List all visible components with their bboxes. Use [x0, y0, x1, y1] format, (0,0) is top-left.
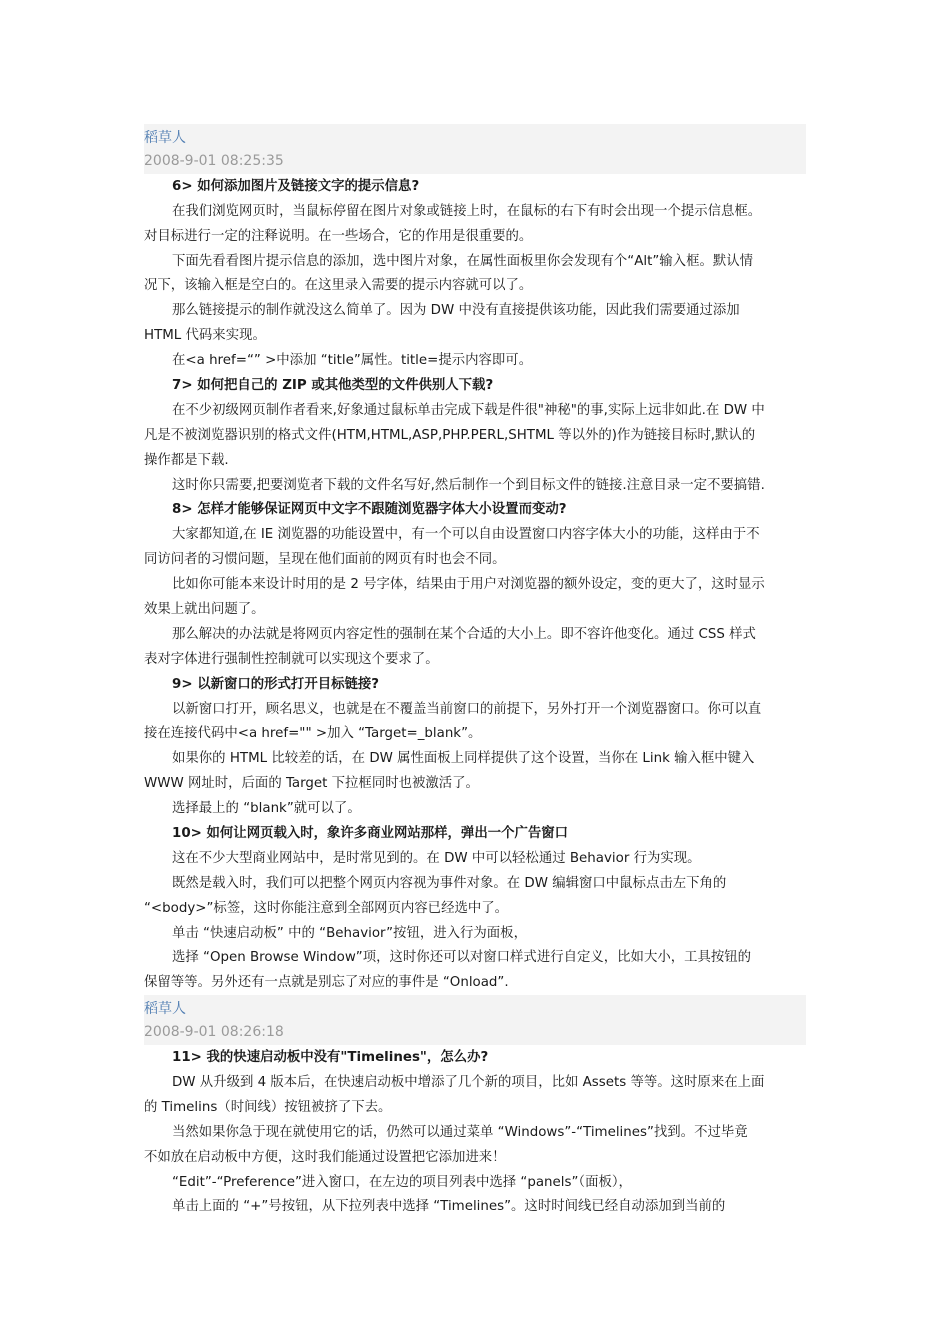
- paragraph-line: 选择 “Open Browse Window”项，这时你还可以对窗口样式进行自定义，比如大小，工具按钮的: [172, 950, 752, 965]
- post-header: [144, 995, 806, 1045]
- question-heading: 10> 如何让网页载入时，象许多商业网站那样，弹出一个广告窗口: [172, 826, 569, 841]
- paragraph-line: 接在连接代码中<a href="" >加入 “Target=_blank”。: [144, 726, 482, 741]
- paragraph-line: 对目标进行一定的注释说明。在一些场合，它的作用是很重要的。: [144, 229, 533, 244]
- post-timestamp: 2008-9-01 08:26:18: [144, 1024, 284, 1040]
- question-heading: 9> 以新窗口的形式打开目标链接?: [172, 677, 380, 692]
- paragraph-line: 比如你可能本来设计时用的是 2 号字体，结果由于用户对浏览器的额外设定，变的更大了，这时显示: [172, 577, 765, 592]
- post-author[interactable]: 稻草人: [144, 130, 186, 146]
- paragraph-line: 这时你只需要,把要浏览者下载的文件名写好,然后制作一个到目标文件的链接.注意目录一定不要搞错.: [172, 478, 765, 493]
- paragraph-line: HTML 代码来实现。: [144, 328, 266, 343]
- paragraph-line: 如果你的 HTML 比较差的话，在 DW 属性面板上同样提供了这个设置，当你在 Link 输入框中键入: [172, 751, 755, 766]
- paragraph-line: 这在不少大型商业网站中，是时常见到的。在 DW 中可以轻松通过 Behavior 行为实现。: [172, 851, 701, 866]
- question-heading: 7> 如何把自己的 ZIP 或其他类型的文件供别人下载?: [172, 378, 494, 393]
- post-header: [144, 124, 806, 174]
- paragraph-line: DW 从升级到 4 版本后，在快速启动板中增添了几个新的项目，比如 Assets 等等。这时原来在上面: [172, 1075, 765, 1090]
- paragraph-line: WWW 网址时，后面的 Target 下拉框同时也被激活了。: [144, 776, 479, 791]
- paragraph-line: 同访问者的习惯问题，呈现在他们面前的网页有时也会不同。: [144, 552, 506, 567]
- paragraph-line: “Edit”-“Preference”进入窗口，在左边的项目列表中选择 “panels”（面板），: [172, 1175, 632, 1190]
- paragraph-line: 那么解决的办法就是将网页内容定性的强制在某个合适的大小上。即不容许他变化。通过 CSS 样式: [172, 627, 756, 642]
- paragraph-line: 况下，该输入框是空白的。在这里录入需要的提示内容就可以了。: [144, 278, 533, 293]
- paragraph-line: 操作都是下载.: [144, 453, 229, 468]
- question-heading: 11> 我的快速启动板中没有"Timelines"，怎么办?: [172, 1050, 489, 1065]
- paragraph-line: “<body>”标签，这时你能注意到全部网页内容已经选中了。: [144, 901, 509, 916]
- paragraph-line: 下面先看看图片提示信息的添加，选中图片对象，在属性面板里你会发现有个“Alt”输入框。默认情: [172, 254, 754, 269]
- paragraph-line: 大家都知道,在 IE 浏览器的功能设置中，有一个可以自由设置窗口内容字体大小的功能，这样由于不: [172, 527, 760, 542]
- post-timestamp: 2008-9-01 08:25:35: [144, 153, 284, 169]
- paragraph-line: 表对字体进行强制性控制就可以实现这个要求了。: [144, 652, 439, 667]
- paragraph-line: 效果上就出问题了。: [144, 602, 265, 617]
- paragraph-line: 单击上面的 “+”号按钮，从下拉列表中选择 “Timelines”。这时时间线已经自动添加到当前的: [172, 1199, 726, 1214]
- paragraph-line: 在不少初级网页制作者看来,好象通过鼠标单击完成下载是件很"神秘"的事,实际上远非如此.在 DW 中: [172, 403, 765, 418]
- paragraph-line: 的 Timelins（时间线）按钮被挤了下去。: [144, 1100, 392, 1115]
- paragraph-line: 在<a href=“” >中添加 “title”属性。title=提示内容即可。: [172, 353, 533, 368]
- paragraph-line: 凡是不被浏览器识别的格式文件(HTM,HTML,ASP,PHP.PERL,SHTML 等以外的)作为链接目标时,默认的: [144, 428, 756, 443]
- paragraph-line: 以新窗口打开，顾名思义，也就是在不覆盖当前窗口的前提下，另外打开一个浏览器窗口。你可以直: [172, 702, 762, 717]
- paragraph-line: 既然是载入时，我们可以把整个网页内容视为事件对象。在 DW 编辑窗口中鼠标点击左下角的: [172, 876, 727, 891]
- paragraph-line: 在我们浏览网页时，当鼠标停留在图片对象或链接上时，在鼠标的右下有时会出现一个提示信息框。: [172, 204, 762, 219]
- post-author[interactable]: 稻草人: [144, 1001, 186, 1017]
- paragraph-line: 保留等等。另外还有一点就是别忘了对应的事件是 “Onload”.: [144, 975, 509, 990]
- paragraph-line: 不如放在启动板中方便，这时我们能通过设置把它添加进来！: [144, 1150, 506, 1165]
- question-heading: 8> 怎样才能够保证网页中文字不跟随浏览器字体大小设置而变动?: [172, 502, 567, 517]
- paragraph-line: 那么链接提示的制作就没这么简单了。因为 DW 中没有直接提供该功能，因此我们需要通过添加: [172, 303, 740, 318]
- paragraph-line: 当然如果你急于现在就使用它的话，仍然可以通过菜单 “Windows”-“Timelines”找到。不过毕竟: [172, 1125, 748, 1140]
- paragraph-line: 单击 “快速启动板” 中的 “Behavior”按钮，进入行为面板，: [172, 926, 527, 941]
- paragraph-line: 选择最上的 “blank”就可以了。: [172, 801, 361, 816]
- question-heading: 6> 如何添加图片及链接文字的提示信息?: [172, 179, 420, 194]
